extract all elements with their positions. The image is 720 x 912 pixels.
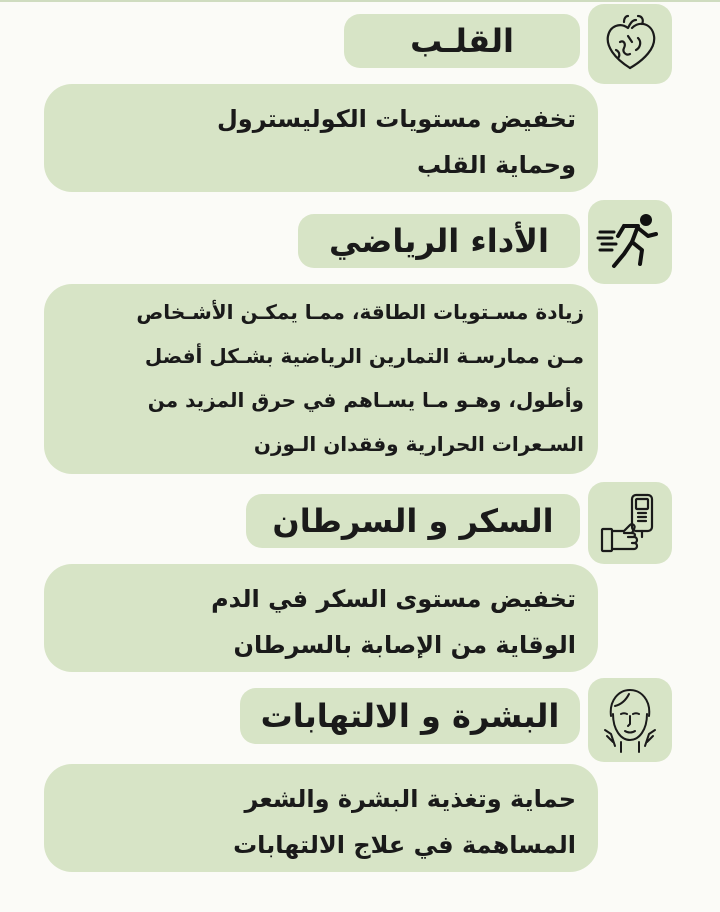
section-body bbox=[44, 84, 598, 192]
section-body bbox=[44, 764, 598, 872]
body-line: وأطول، وهـو مـا يسـاهم في حرق المزيد من bbox=[147, 388, 584, 412]
face-skin-icon bbox=[588, 678, 672, 762]
body-line: تخفيض مستويات الكوليسترول bbox=[216, 105, 576, 133]
body-line: مـن ممارسـة التمارين الرياضية بشـكل أفضل bbox=[144, 344, 584, 368]
body-line: الوقاية من الإصابة بالسرطان bbox=[233, 631, 576, 659]
section-body bbox=[44, 564, 598, 672]
top-divider bbox=[0, 0, 720, 2]
section-title: البشرة و الالتهابات bbox=[260, 697, 560, 735]
body-line: تخفيض مستوى السكر في الدم bbox=[211, 585, 576, 613]
body-line: زيادة مسـتويات الطاقة، ممـا يمكـن الأشـخاص bbox=[136, 300, 584, 324]
section-title: الأداء الرياضي bbox=[329, 222, 549, 260]
section-title: السكر و السرطان bbox=[272, 502, 554, 540]
body-line: السـعرات الحرارية وفقدان الـوزن bbox=[253, 432, 584, 456]
body-line: حماية وتغذية البشرة والشعر bbox=[244, 785, 576, 813]
body-line: المساهمة في علاج الالتهابات bbox=[233, 831, 576, 859]
section-title: القلـب bbox=[410, 22, 514, 60]
glucose-meter-icon bbox=[588, 482, 672, 564]
section-title-pill bbox=[298, 214, 580, 268]
body-line: وحماية القلب bbox=[417, 151, 576, 179]
section-title-pill bbox=[240, 688, 580, 744]
running-man-icon bbox=[588, 200, 672, 284]
heart-icon bbox=[588, 4, 672, 84]
section-title-pill bbox=[344, 14, 580, 68]
section-title-pill bbox=[246, 494, 580, 548]
section-body bbox=[44, 284, 598, 474]
